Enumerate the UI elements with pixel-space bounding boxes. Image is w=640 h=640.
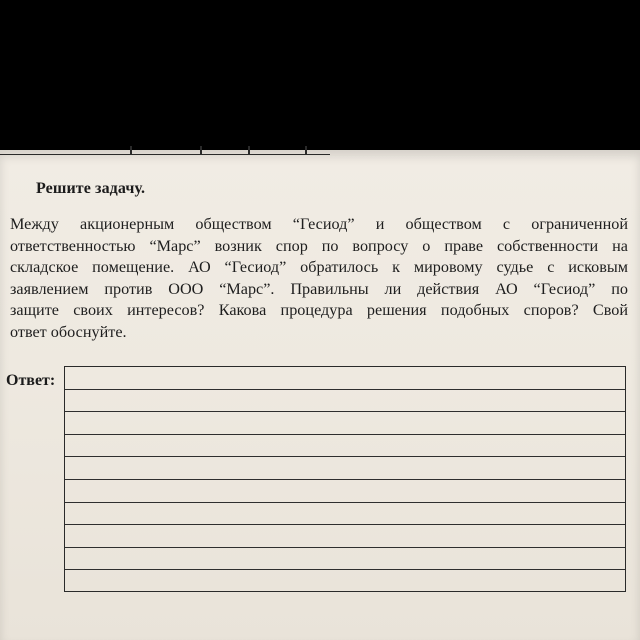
task-line: складское помещение. АО “Гесиод” обратилось к мировому судье с исковым [10,258,628,276]
answer-line[interactable] [65,457,625,480]
answer-line[interactable] [65,525,625,548]
answer-lined-box[interactable] [64,366,626,592]
answer-label: Ответ: [6,372,56,389]
task-line: ответственностью “Марс” возник спор по вопросу о праве собственности на [10,236,628,255]
answer-line[interactable] [65,570,625,593]
answer-line[interactable] [65,503,625,526]
answer-line[interactable] [65,412,625,435]
worksheet-page [0,150,640,640]
previous-table-edge [0,150,330,155]
answer-line[interactable] [65,390,625,413]
task-line: Между акционерным обществом “Гесиод” и обществом с ограниченной [10,215,628,233]
task-line: защите своих интересов? Какова процедура решения подобных споров? Свой [10,301,628,319]
task-text [10,214,628,343]
answer-line[interactable] [65,548,625,571]
task-line: заявлением против ООО “Марс”. Правильны ли действия АО “Гесиод” по [10,279,628,298]
answer-line[interactable] [65,367,625,390]
task-heading: Решите задачу. [36,180,146,197]
answer-line[interactable] [65,435,625,458]
answer-line[interactable] [65,480,625,503]
task-line: ответ обоснуйте. [10,322,127,341]
